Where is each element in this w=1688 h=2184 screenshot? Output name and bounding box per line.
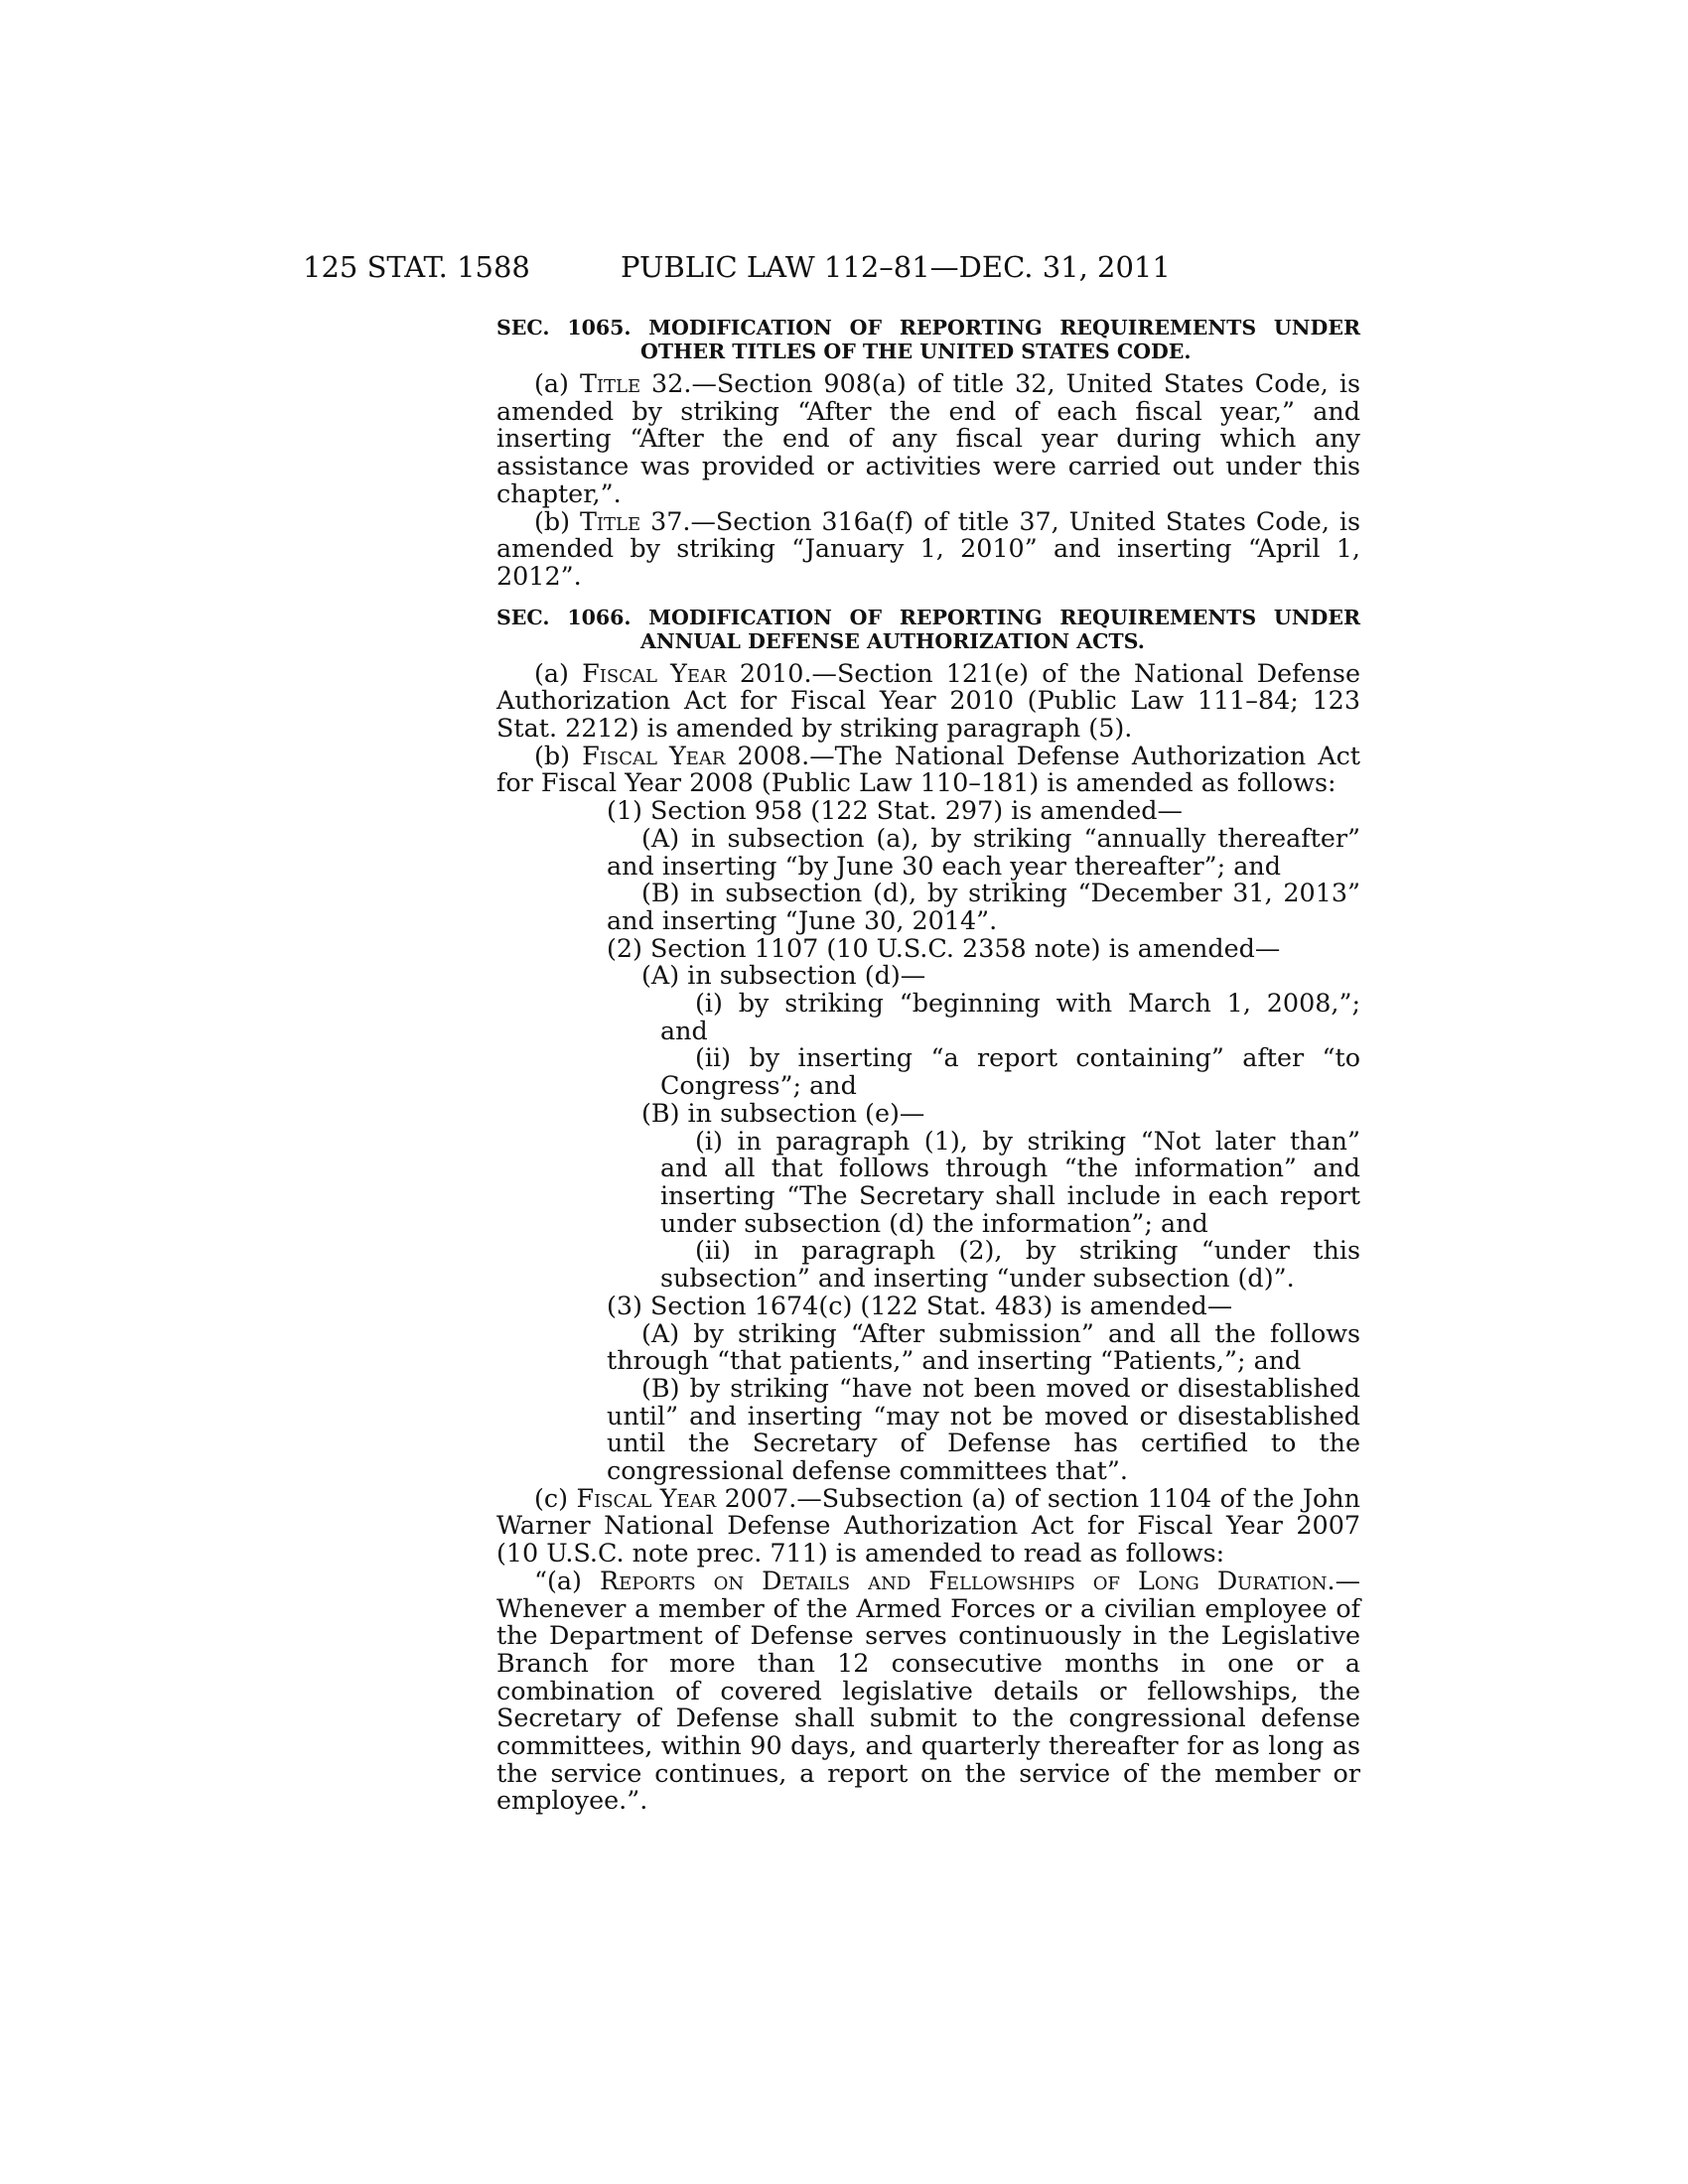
quoted-subsection-a: “(a) Reports on Details and Fellowships of Long Duration.—Whenever a member of the Armed Forces or a civilian employee of the Department of Defense serves continuously in the Legislative Branch for more than 12 consecutive months in one or a combination of covered legislative details or fellowships, the Secretary of Defense shall submit to the congressional defense committees, within 90 days, and quarterly thereafter for as long as the service continues, a report on the service of the member or employee.”.	[496, 1565, 1360, 1816]
paragraph-1: (1) Section 958 (122 Stat. 297) is amended—	[607, 795, 1183, 826]
clause-ii: (ii) by inserting “a report containing” after “to Congress”; and	[660, 1042, 1360, 1101]
subparagraph-B: (B) by striking “have not been moved or disestablished until” and inserting “may not be moved or disestablished until the Secretary of Defense has certified to the congressional defense committees that”.	[607, 1372, 1360, 1486]
section-heading-line: SEC. 1065. MODIFICATION OF REPORTING REQUIREMENTS UNDER	[496, 316, 1360, 340]
subsection-caption: Reports on Details and Fellowships of Long Duration.	[599, 1565, 1336, 1595]
subsection-caption: Title 37.	[580, 505, 691, 536]
subparagraph-A: (A) in subsection (a), by striking “annually thereafter” and inserting “by June 30 each year thereafter”; and	[607, 822, 1360, 881]
subparagraph-B: (B) in subsection (d), by striking “December 31, 2013” and inserting “June 30, 2014”.	[607, 878, 1360, 935]
clause-ii: (ii) in paragraph (2), by striking “under this subsection” and inserting “under subsection (d)”.	[660, 1235, 1360, 1294]
statute-page-number: 125 STAT. 1588	[303, 250, 530, 284]
subsection-b: (b) Title 37.—Section 316a(f) of title 37, United States Code, is amended by striking “January 1, 2010” and inserting “April 1, 2012”.	[496, 505, 1360, 591]
subsection-caption: Fiscal Year 2007.	[576, 1482, 797, 1513]
subsection-a: (a) Title 32.—Section 908(a) of title 32, United States Code, is amended by striking “After the end of each fiscal year,” and inserting “After the end of any fiscal year during which any assistance was provided or activities were carried out under this chapter,”.	[496, 368, 1360, 508]
section-1066-heading	[496, 606, 1360, 653]
clause-i: (i) in paragraph (1), by striking “Not later than” and all that follows through “the information” and inserting “The Secretary shall include in each report under subsection (d) the information”; and	[660, 1125, 1360, 1238]
section-heading-line: SEC. 1066. MODIFICATION OF REPORTING REQUIREMENTS UNDER	[496, 605, 1360, 629]
subparagraph-A: (A) in subsection (d)—	[641, 960, 926, 991]
page-header	[303, 250, 1296, 290]
subparagraph-B: (B) in subsection (e)—	[641, 1097, 925, 1128]
paragraph-2: (2) Section 1107 (10 U.S.C. 2358 note) is amended—	[607, 932, 1281, 963]
subsection-a: (a) Fiscal Year 2010.—Section 121(e) of the National Defense Authorization Act for Fiscal Year 2010 (Public Law 111–84; 123 Stat. 2212) is amended by striking paragraph (5).	[496, 657, 1360, 744]
clause-i: (i) by striking “beginning with March 1, 2008,”; and	[660, 988, 1360, 1045]
section-heading-line: ANNUAL DEFENSE AUTHORIZATION ACTS.	[640, 628, 1145, 653]
section-1065-heading	[496, 316, 1360, 363]
subsection-b: (b) Fiscal Year 2008.—The National Defense Authorization Act for Fiscal Year 2008 (Public Law 110–181) is amended as follows:	[496, 740, 1360, 798]
subsection-caption: Title 32.	[579, 368, 692, 398]
subparagraph-A: (A) by striking “After submission” and all the follows through “that patients,” and inserting “Patients,”; and	[607, 1317, 1360, 1376]
page-body	[496, 316, 1360, 1815]
subsection-caption: Fiscal Year 2010.	[582, 657, 812, 688]
section-heading-line: OTHER TITLES OF THE UNITED STATES CODE.	[640, 340, 1192, 363]
subsection-c: (c) Fiscal Year 2007.—Subsection (a) of section 1104 of the John Warner National Defense Authorization Act for Fiscal Year 2007 (10 U.S.C. note prec. 711) is amended to read as follows:	[496, 1482, 1360, 1569]
subsection-caption: Fiscal Year 2008.	[582, 740, 810, 770]
paragraph-3: (3) Section 1674(c) (122 Stat. 483) is amended—	[607, 1290, 1233, 1320]
public-law-title: PUBLIC LAW 112–81—DEC. 31, 2011	[621, 250, 1171, 284]
